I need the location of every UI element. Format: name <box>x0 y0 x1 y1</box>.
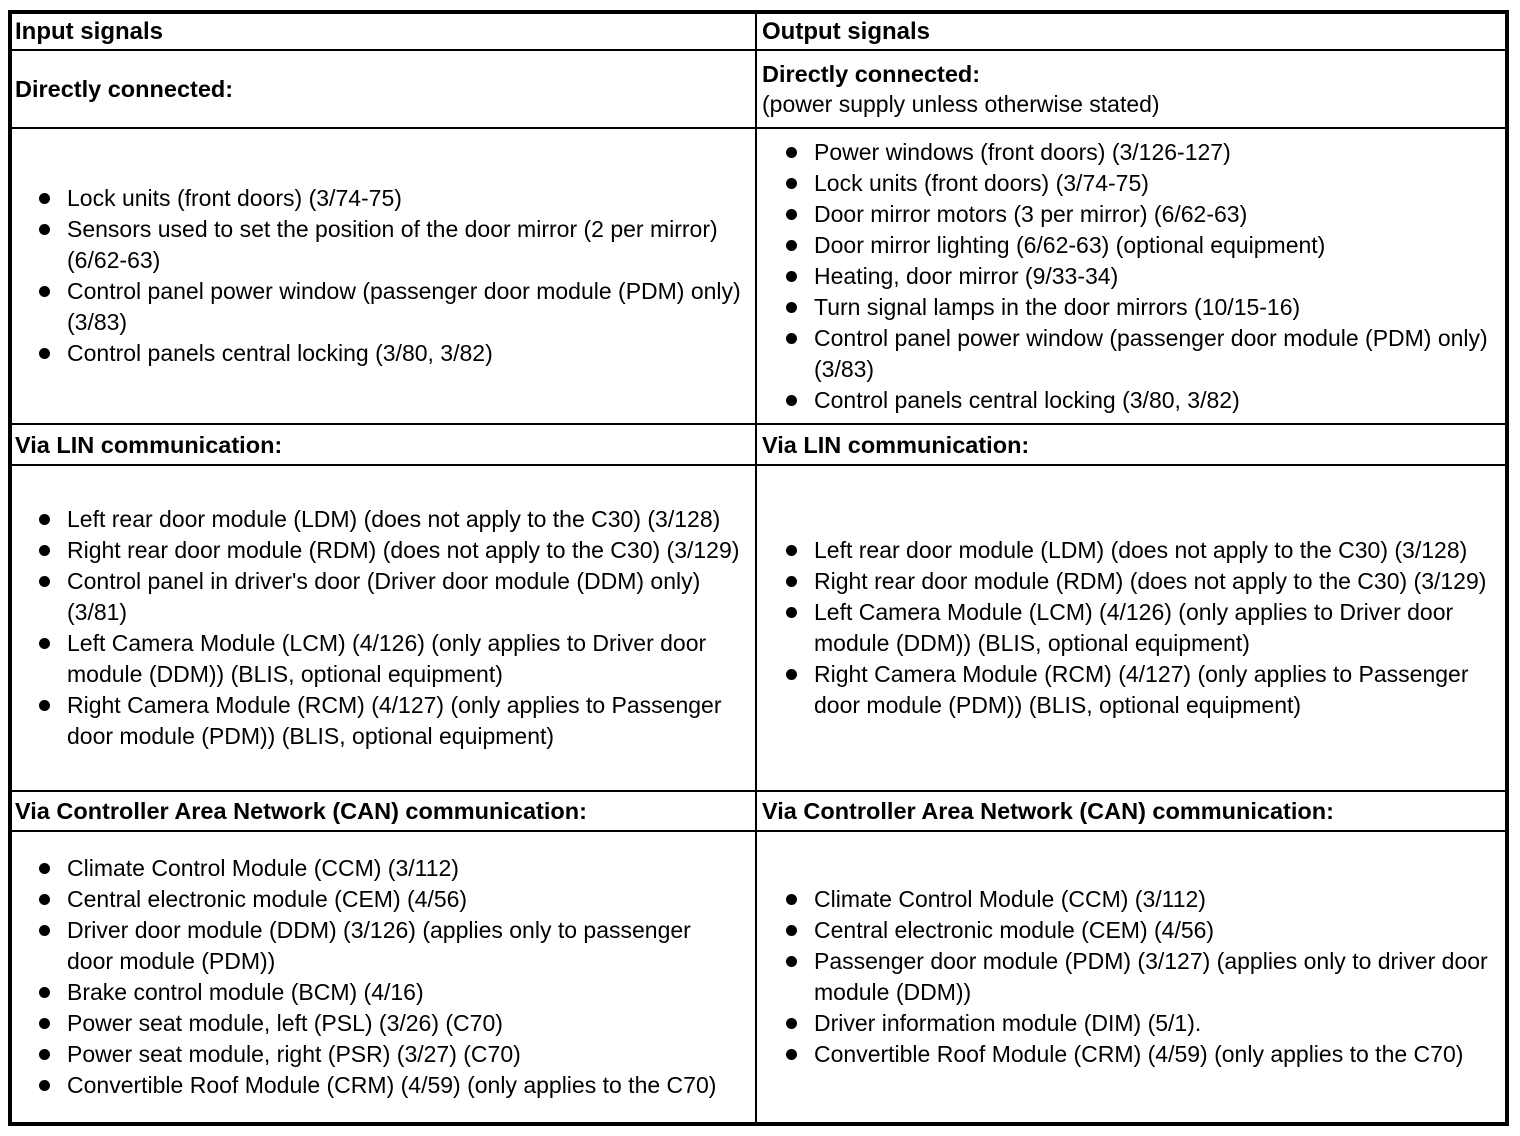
bullet-icon <box>39 514 50 525</box>
list-item <box>762 915 1499 946</box>
bullet-icon <box>786 1049 797 1060</box>
list-item <box>762 884 1499 915</box>
item-text: Central electronic module (CEM) (4/56) <box>814 917 1215 943</box>
bullet-icon <box>39 863 50 874</box>
bullet-icon <box>39 987 50 998</box>
list-item <box>762 597 1499 659</box>
item-text: Power seat module, left (PSL) (3/26) (C70) <box>67 1010 503 1036</box>
list-item <box>762 323 1499 385</box>
bullet-list <box>762 884 1499 1070</box>
bullet-icon <box>39 700 50 711</box>
list-item <box>762 385 1499 416</box>
output-directly-connected-heading-cell <box>757 51 1505 129</box>
input-can-heading-cell <box>12 792 757 832</box>
item-text: Control panels central locking (3/80, 3/82) <box>67 340 493 366</box>
list-item <box>15 628 749 690</box>
bullet-icon <box>39 576 50 587</box>
item-text: Passenger door module (PDM) (3/127) (applies only to driver door module (DDM)) <box>814 948 1488 1005</box>
list-item <box>15 1039 749 1070</box>
section-subheading: (power supply unless otherwise stated) <box>762 91 1160 117</box>
item-text: Driver information module (DIM) (5/1). <box>814 1010 1202 1036</box>
item-text: Left rear door module (LDM) (does not apply to the C30) (3/128) <box>814 537 1468 563</box>
list-item <box>15 504 749 535</box>
list-item <box>762 137 1499 168</box>
item-text: Brake control module (BCM) (4/16) <box>67 979 424 1005</box>
item-text: Power seat module, right (PSR) (3/27) (C70) <box>67 1041 521 1067</box>
list-item <box>762 566 1499 597</box>
item-text: Left Camera Module (LCM) (4/126) (only applies to Driver door module (DDM)) (BLIS, optional equipment) <box>67 630 707 687</box>
bullet-list <box>762 535 1499 721</box>
item-text: Climate Control Module (CCM) (3/112) <box>814 886 1206 912</box>
section-heading: Directly connected: <box>15 76 234 102</box>
list-item <box>15 690 749 752</box>
item-text: Turn signal lamps in the door mirrors (10/15-16) <box>814 293 1301 320</box>
bullet-icon <box>786 209 797 220</box>
list-item <box>15 1070 749 1101</box>
item-text: Right rear door module (RDM) (does not apply to the C30) (3/129) <box>814 568 1487 594</box>
bullet-icon <box>39 1080 50 1091</box>
item-text: Heating, door mirror (9/33-34) <box>814 262 1119 289</box>
item-text: Convertible Roof Module (CRM) (4/59) (only applies to the C70) <box>67 1072 717 1098</box>
list-item <box>762 1039 1499 1070</box>
item-text: Control panel power window (passenger door module (PDM) only) (3/83) <box>67 278 741 335</box>
bullet-icon <box>786 576 797 587</box>
input-lin-heading-cell <box>12 425 757 466</box>
section-heading: Directly connected: <box>762 61 981 87</box>
bullet-icon <box>39 1018 50 1029</box>
list-item <box>762 168 1499 199</box>
item-text: Left Camera Module (LCM) (4/126) (only applies to Driver door module (DDM)) (BLIS, optional equipment) <box>814 599 1454 656</box>
bullet-icon <box>786 925 797 936</box>
item-text: Climate Control Module (CCM) (3/112) <box>67 855 459 881</box>
list-item <box>15 535 749 566</box>
list-item <box>762 946 1499 1008</box>
input-directly-connected-heading-cell <box>12 51 757 129</box>
item-text: Left rear door module (LDM) (does not apply to the C30) (3/128) <box>67 506 721 532</box>
list-item <box>15 1008 749 1039</box>
signals-table <box>8 10 1509 1126</box>
section-heading: Via Controller Area Network (CAN) communication: <box>15 798 587 824</box>
input-lin-list-cell <box>12 466 757 792</box>
list-item <box>762 1008 1499 1039</box>
item-text: Lock units (front doors) (3/74-75) <box>67 185 402 211</box>
bullet-icon <box>39 894 50 905</box>
item-text: Sensors used to set the position of the door mirror (2 per mirror) (6/62-63) <box>67 216 718 273</box>
list-item <box>15 977 749 1008</box>
list-item <box>15 214 749 276</box>
section-heading: Via LIN communication: <box>762 431 1030 458</box>
bullet-icon <box>786 271 797 282</box>
bullet-icon <box>786 302 797 313</box>
bullet-icon <box>786 607 797 618</box>
output-signals-header-cell <box>757 14 1505 51</box>
item-text: Power windows (front doors) (3/126-127) <box>814 138 1231 165</box>
item-text: Door mirror lighting (6/62-63) (optional equipment) <box>814 231 1326 258</box>
input-signals-header-cell <box>12 14 757 51</box>
item-text: Control panels central locking (3/80, 3/82) <box>814 386 1240 413</box>
list-item <box>15 915 749 977</box>
item-text: Control panel power window (passenger door module (PDM) only) (3/83) <box>814 324 1488 382</box>
list-item <box>762 261 1499 292</box>
output-lin-list-cell <box>757 466 1505 792</box>
bullet-icon <box>786 894 797 905</box>
item-text: Convertible Roof Module (CRM) (4/59) (only applies to the C70) <box>814 1041 1464 1067</box>
bullet-icon <box>39 286 50 297</box>
input-directly-connected-list-cell <box>12 129 757 425</box>
item-text: Lock units (front doors) (3/74-75) <box>814 169 1149 196</box>
bullet-icon <box>39 348 50 359</box>
bullet-icon <box>786 669 797 680</box>
bullet-icon <box>786 545 797 556</box>
section-heading: Via LIN communication: <box>15 431 283 458</box>
item-text: Control panel in driver's door (Driver door module (DDM) only) (3/81) <box>67 568 701 625</box>
section-heading: Via Controller Area Network (CAN) communication: <box>762 798 1334 824</box>
bullet-icon <box>39 1049 50 1060</box>
output-can-heading-cell <box>757 792 1505 832</box>
input-signals-header: Input signals <box>15 17 164 45</box>
list-item <box>15 276 749 338</box>
item-text: Right Camera Module (RCM) (4/127) (only applies to Passenger door module (PDM)) (BLIS, optional equipment) <box>67 692 722 749</box>
item-text: Right rear door module (RDM) (does not apply to the C30) (3/129) <box>67 537 740 563</box>
bullet-list <box>15 853 749 1101</box>
input-can-list-cell <box>12 832 757 1122</box>
item-text: Driver door module (DDM) (3/126) (applies only to passenger door module (PDM)) <box>67 917 691 974</box>
list-item <box>762 292 1499 323</box>
bullet-icon <box>786 147 797 158</box>
output-directly-connected-list-cell <box>757 129 1505 425</box>
bullet-icon <box>786 395 797 406</box>
bullet-list <box>762 137 1499 416</box>
list-item <box>15 183 749 214</box>
list-item <box>762 659 1499 721</box>
bullet-list <box>15 504 749 752</box>
item-text: Right Camera Module (RCM) (4/127) (only applies to Passenger door module (PDM)) (BLIS, optional equipment) <box>814 661 1469 718</box>
list-item <box>762 199 1499 230</box>
bullet-icon <box>786 1018 797 1029</box>
item-text: Central electronic module (CEM) (4/56) <box>67 886 468 912</box>
bullet-list <box>15 183 749 369</box>
list-item <box>15 853 749 884</box>
list-item <box>762 535 1499 566</box>
output-signals-header: Output signals <box>762 17 930 45</box>
list-item <box>15 338 749 369</box>
bullet-icon <box>786 240 797 251</box>
list-item <box>15 884 749 915</box>
output-can-list-cell <box>757 832 1505 1122</box>
output-lin-heading-cell <box>757 425 1505 466</box>
bullet-icon <box>786 178 797 189</box>
list-item <box>15 566 749 628</box>
bullet-icon <box>39 638 50 649</box>
bullet-icon <box>39 224 50 235</box>
bullet-icon <box>39 925 50 936</box>
item-text: Door mirror motors (3 per mirror) (6/62-63) <box>814 200 1248 227</box>
bullet-icon <box>39 545 50 556</box>
list-item <box>762 230 1499 261</box>
bullet-icon <box>786 956 797 967</box>
bullet-icon <box>786 333 797 344</box>
bullet-icon <box>39 193 50 204</box>
